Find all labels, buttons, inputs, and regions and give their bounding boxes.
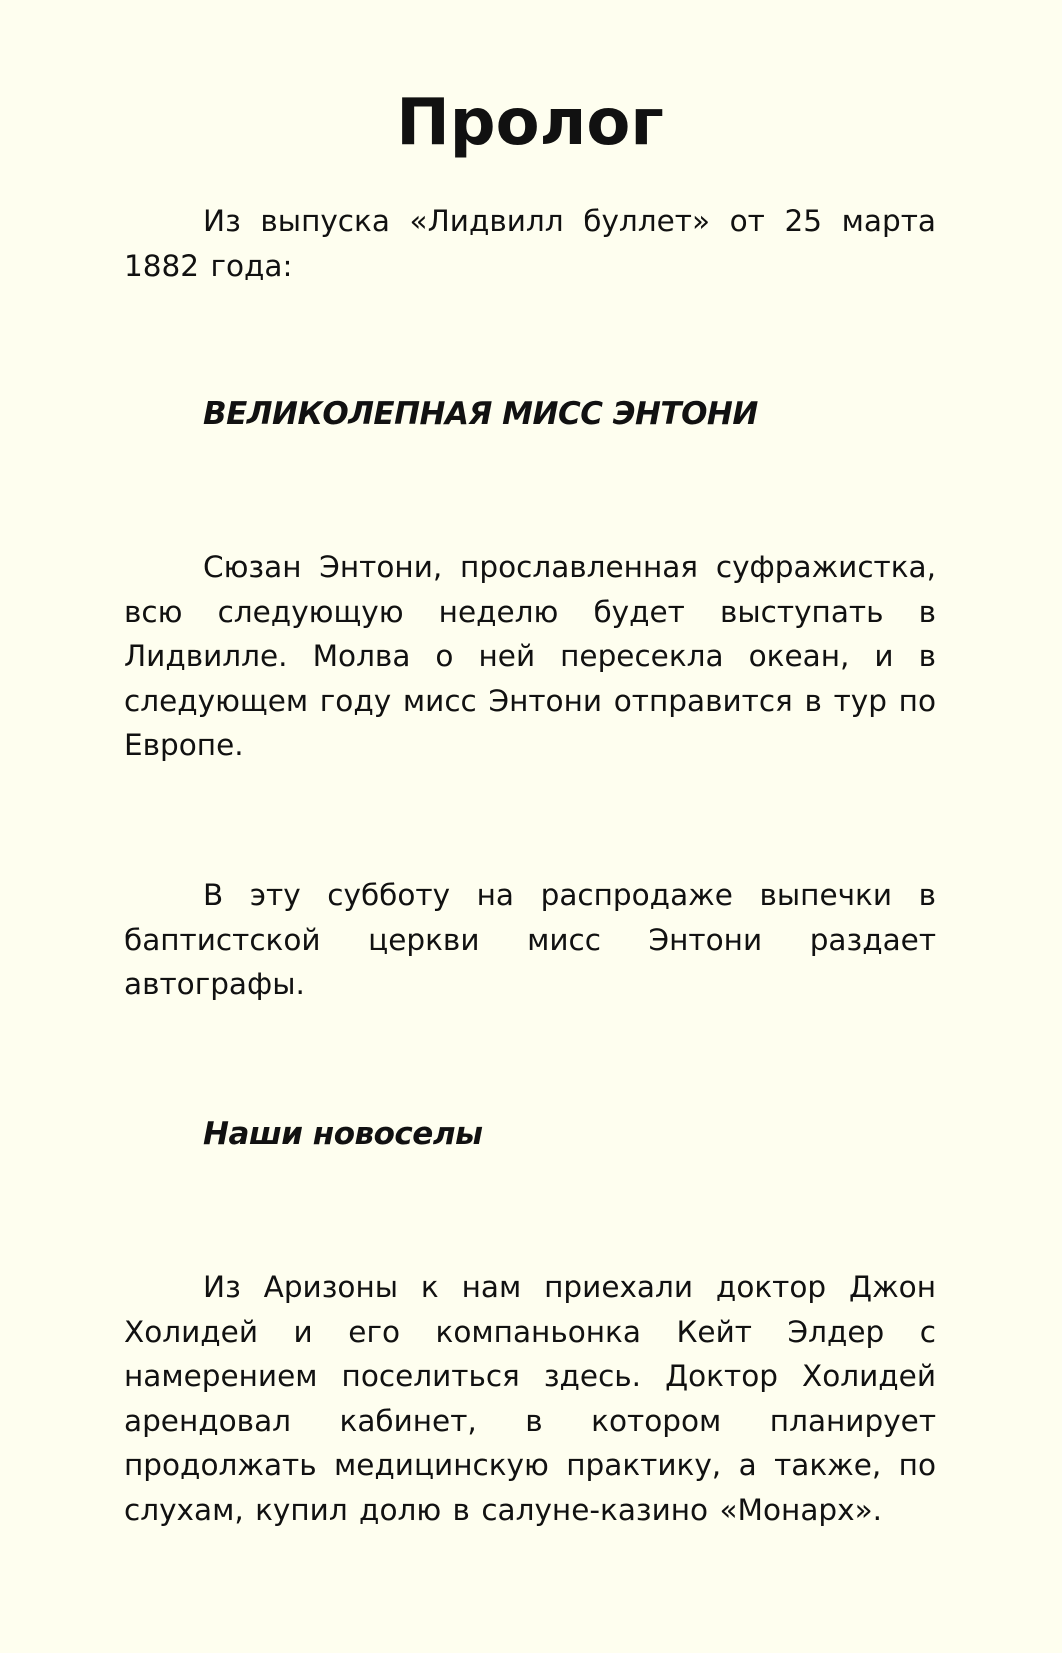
section-heading-miss-anthony: ВЕЛИКОЛЕПНАЯ МИСС ЭНТОНИ xyxy=(203,396,758,432)
article-paragraph: Сюзан Энтони, прославленная суфражистка, всю следующую неделю будет выступать в Лидвилле. Молва о ней пересекла океан, и в следующем году мисс Энтони отправится в тур по Европе. xyxy=(124,550,936,762)
section-heading-newcomers: Наши новоселы xyxy=(203,1116,483,1152)
intro-paragraph: Из выпуска «Лидвилл буллет» от 25 марта 1882 года: xyxy=(124,204,936,283)
article-paragraph: В эту субботу на распродаже выпечки в баптистской церкви мисс Энтони раздает автографы. xyxy=(124,878,936,1001)
page-title: Пролог xyxy=(396,86,664,160)
document-page xyxy=(124,0,936,1653)
article-paragraph: Из Аризоны к нам приехали доктор Джон Холидей и его компаньонка Кейт Элдер с намерением поселиться здесь. Доктор Холидей арендовал кабинет, в котором планирует продолжать медицинскую практику, а также, по слухам, купил долю в салуне-казино «Монарх». xyxy=(124,1270,936,1527)
